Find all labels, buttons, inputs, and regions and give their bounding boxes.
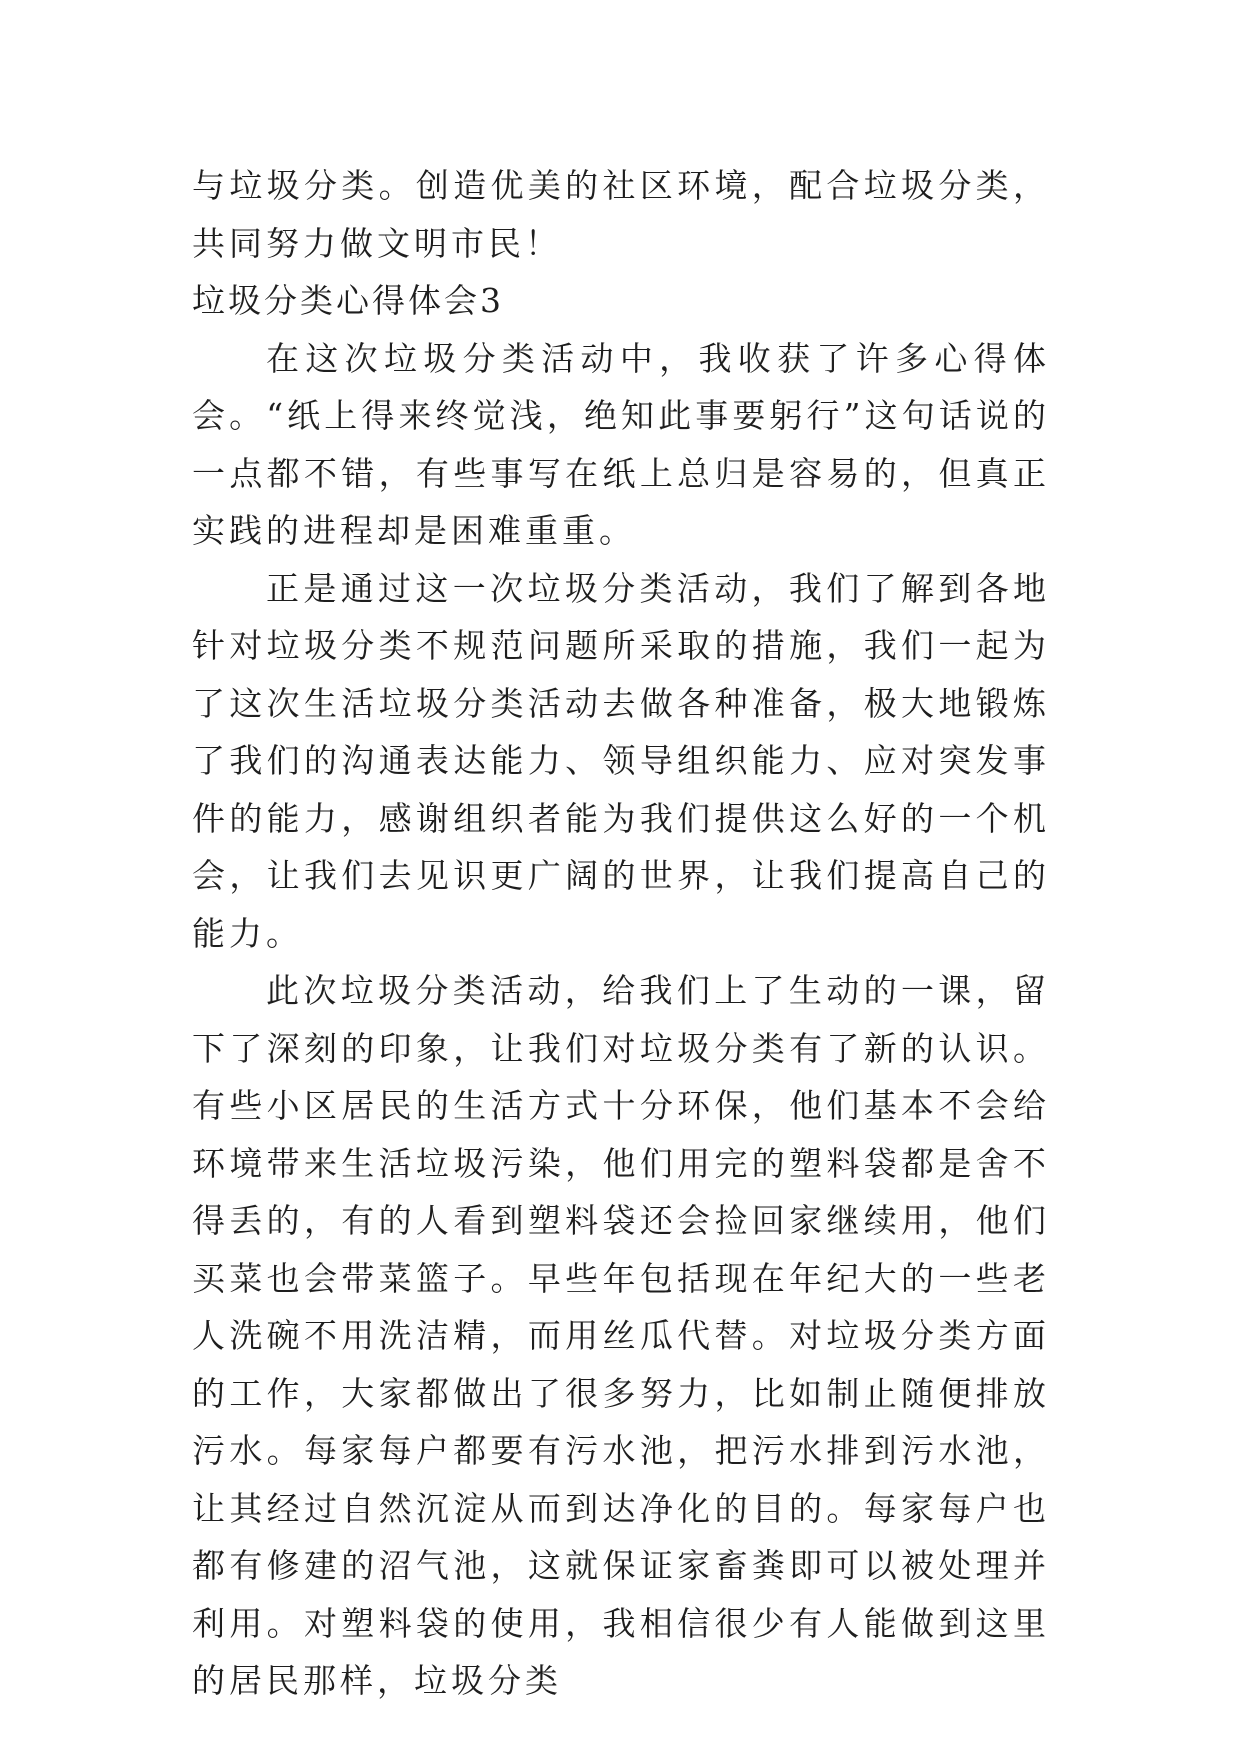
document-body <box>192 157 1050 1710</box>
body-paragraph: 正是通过这一次垃圾分类活动，我们了解到各地针对垃圾分类不规范问题所采取的措施，我们一起为了这次生活垃圾分类活动去做各种准备，极大地锻炼了我们的沟通表达能力、领导组织能力、应对突发事件的能力，感谢组织者能为我们提供这么好的一个机会，让我们去见识更广阔的世界，让我们提高自己的能力。 <box>192 568 1050 953</box>
body-paragraph: 此次垃圾分类活动，给我们上了生动的一课，留下了深刻的印象，让我们对垃圾分类有了新的认识。有些小区居民的生活方式十分环保，他们基本不会给环境带来生活垃圾污染，他们用完的塑料袋都是舍不得丢的，有的人看到塑料袋还会捡回家继续用，他们买菜也会带菜篮子。早些年包括现在年纪大的一些老人洗碗不用洗洁精，而用丝瓜代替。对垃圾分类方面的工作，大家都做出了很多努力，比如制止随便排放污水。每家每户都要有污水池，把污水排到污水池，让其经过自然沉淀从而到达净化的目的。每家每户也都有修建的沼气池，这就保证家畜粪即可以被处理并利用。对塑料袋的使用，我相信很少有人能做到这里的居民那样，垃圾分类 <box>192 971 1050 1700</box>
section-heading: 垃圾分类心得体会3 <box>192 281 504 320</box>
continuation-paragraph: 与垃圾分类。创造优美的社区环境，配合垃圾分类，共同努力做文明市民！ <box>192 166 1050 263</box>
body-paragraph: 在这次垃圾分类活动中，我收获了许多心得体会。“纸上得来终觉浅，绝知此事要躬行”这句话说的一点都不错，有些事写在纸上总归是容易的，但真正实践的进程却是困难重重。 <box>192 338 1050 550</box>
